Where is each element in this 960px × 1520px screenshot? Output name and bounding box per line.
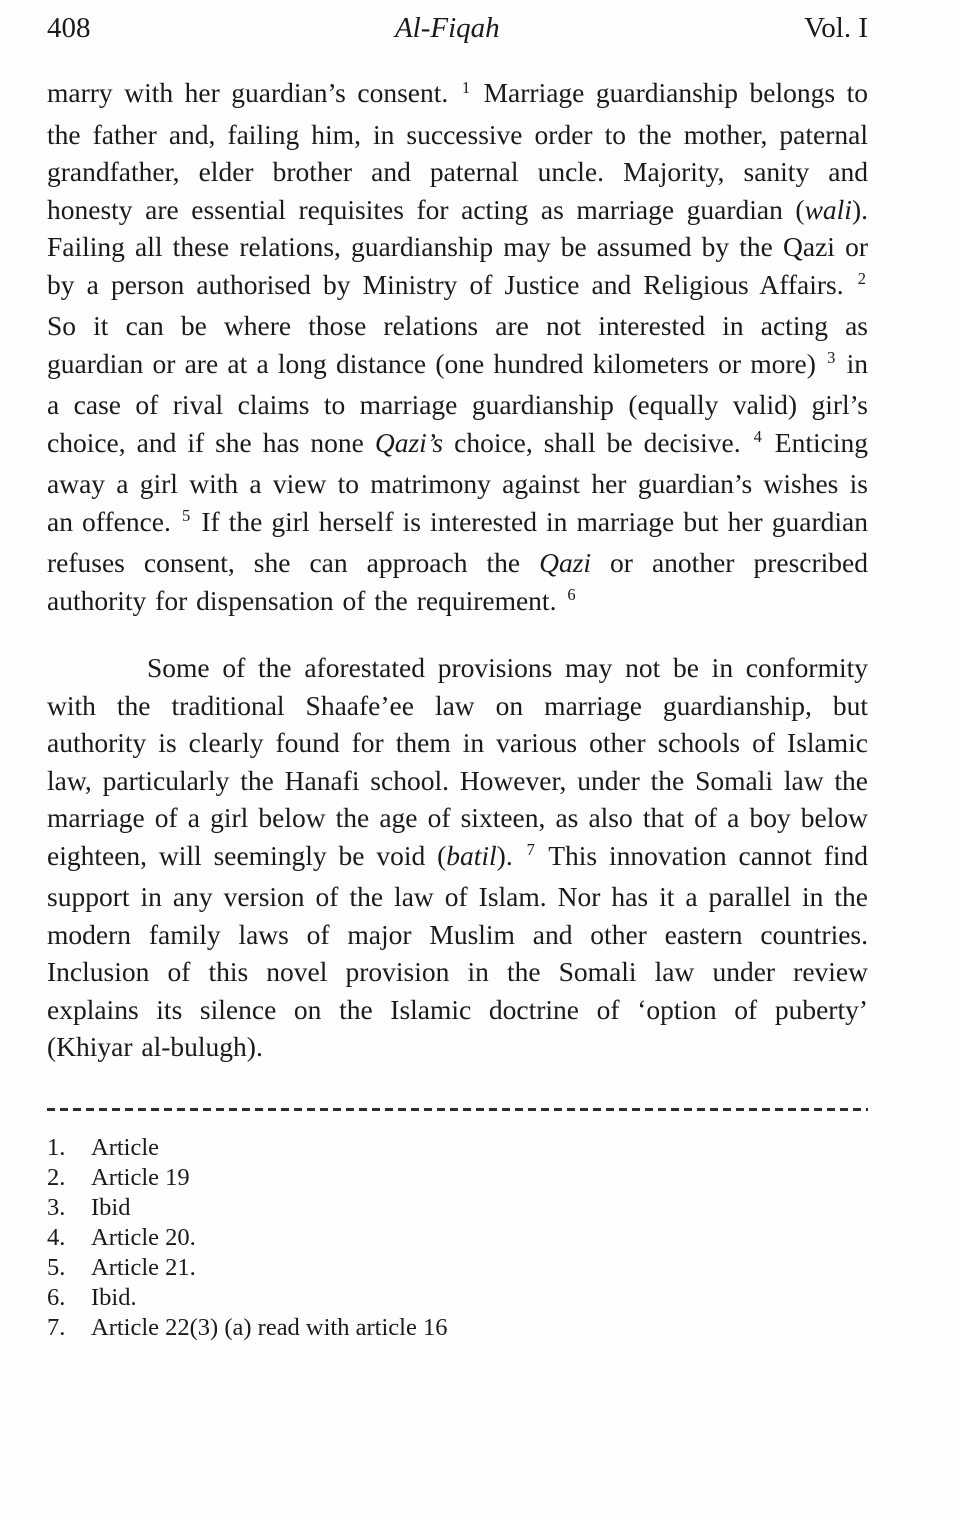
footnote-text: Article [91, 1133, 160, 1161]
text-run: choice, shall be decisive. [443, 426, 752, 458]
text-run: in a case of rival claims to marriage guardianship (equally valid) girl’s choice, and if she has none [47, 347, 869, 458]
footnote-number: 4. [47, 1223, 66, 1251]
page-header [47, 10, 868, 46]
italic-term-qazis: Qazi’s [374, 426, 444, 458]
footnote-text: Ibid [91, 1193, 131, 1221]
text-run: ). [496, 839, 525, 871]
footnote-number: 1. [47, 1133, 66, 1161]
italic-term-wali: wali [804, 193, 852, 225]
footnote-separator [47, 1108, 868, 1111]
text-run: marry with her guardian’s consent. [47, 77, 460, 108]
book-title: Al-Fiqah [394, 12, 500, 44]
footnote-number: 2. [47, 1163, 66, 1191]
footnote-text: Article 20. [91, 1223, 196, 1251]
footnote-item [47, 1283, 868, 1313]
text-run: Some of the aforestated provisions may not be in conformity with the traditional Shaafe’ee law on marriage guardianship, but authority is clearly found for them in various other schools of Islamic law, particularly the Hanafi school. However, under the Somali law the marriage of a girl below the age of sixteen, as also that of a boy below eighteen, will seemingly be void ( [47, 652, 868, 871]
volume-label: Vol. I [804, 12, 868, 44]
footnote-text: Article 22(3) (a) read with article 16 [91, 1313, 448, 1341]
footnotes-section [47, 1133, 868, 1343]
text-run: Enticing away a girl with a view to matrimony against her guardian’s wishes is an offence. [47, 426, 868, 537]
footnote-marker-2: 2 [857, 269, 866, 289]
footnote-marker-3: 3 [827, 348, 836, 368]
footnote-number: 3. [47, 1193, 66, 1221]
footnote-item [47, 1163, 868, 1193]
footnote-item [47, 1133, 868, 1163]
footnote-number: 5. [47, 1253, 66, 1281]
footnote-text: Article 19 [91, 1163, 190, 1191]
text-run: This innovation cannot find support in any version of the law of Islam. Nor has it a parallel in the modern family laws of major Muslim and other eastern countries. Inclusion of this novel provision in the Somali law under review explains its silence on the Islamic doctrine of ‘option of puberty’ (Khiyar al-bulugh). [47, 839, 868, 1062]
page-number: 408 [47, 12, 91, 44]
footnote-marker-1: 1 [461, 77, 471, 97]
text-run: ). Failing all these relations, guardianship may be assumed by the Qazi or by a person authorised by Ministry of Justice and Religious Affairs. [47, 193, 868, 300]
footnote-item [47, 1313, 868, 1343]
footnote-text: Ibid. [91, 1283, 137, 1311]
footnote-marker-5: 5 [181, 506, 191, 526]
italic-term-qazi: Qazi [539, 547, 592, 578]
paragraph-1 [47, 74, 868, 623]
text-run: Marriage guardianship belongs to the father and, failing him, in successive order to the mother, paternal grandfather, elder brother and paternal uncle. Majority, sanity and honesty are essential requisites for acting as marriage guardian ( [47, 77, 868, 225]
footnote-marker-6: 6 [567, 585, 576, 605]
footnote-number: 7. [47, 1313, 66, 1341]
text-run: or another prescribed authority for dispensation of the requirement. [47, 547, 868, 616]
footnote-item [47, 1253, 868, 1283]
text-run: So it can be where those relations are not interested in acting as guardian or are at a long distance (one hundred kilometers or more) [47, 310, 868, 379]
footnote-marker-4: 4 [753, 427, 762, 447]
footnote-item [47, 1223, 868, 1253]
footnote-text: Article 21. [91, 1253, 196, 1281]
text-run: If the girl herself is interested in marriage but her guardian refuses consent, she can approach the [47, 505, 868, 578]
footnote-item [47, 1193, 868, 1223]
footnote-marker-7: 7 [526, 840, 535, 860]
footnote-number: 6. [47, 1283, 66, 1311]
paragraph-2 [47, 649, 868, 1066]
italic-term-batil: batil [446, 839, 497, 871]
